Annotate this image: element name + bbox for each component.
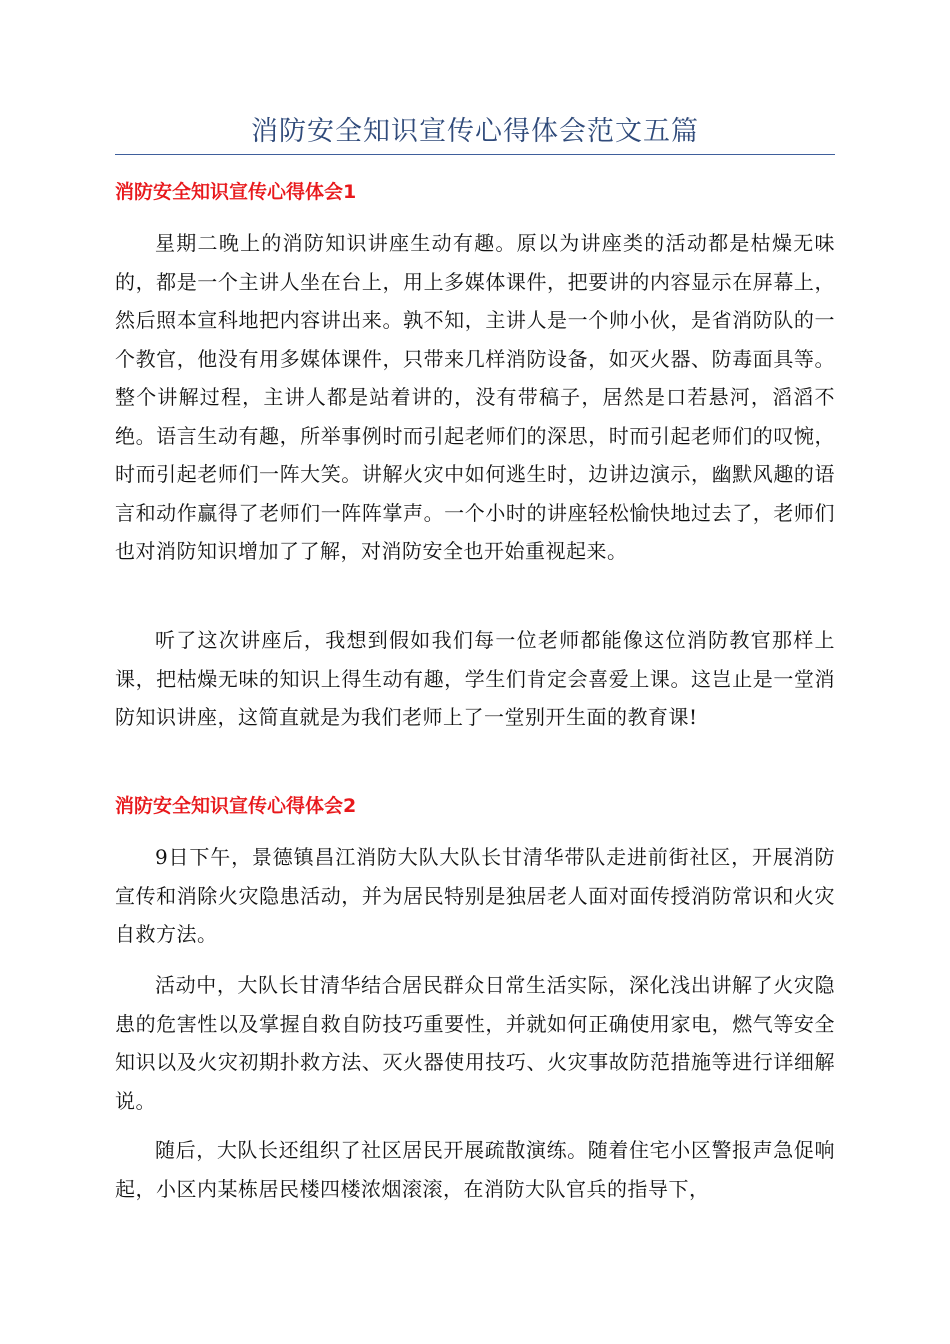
section-2-paragraph-3: 随后，大队长还组织了社区居民开展疏散演练。随着住宅小区警报声急促响起，小区内某栋居民楼四楼浓烟滚滚，在消防大队官兵的指导下， [115, 1138, 835, 1201]
section-2-paragraph-1: 9日下午，景德镇昌江消防大队大队长甘清华带队走进前街社区，开展消防宣传和消除火灾隐患活动，并为居民特别是独居老人面对面传授消防常识和火灾自救方法。 [115, 845, 835, 946]
section-2-paragraph-2: 活动中，大队长甘清华结合居民群众日常生活实际，深化浅出讲解了火灾隐患的危害性以及掌握自救自防技巧重要性，并就如何正确使用家电，燃气等安全知识以及火灾初期扑救方法、灭火器使用技巧、火灾事故防范措施等进行详细解说。 [115, 973, 835, 1113]
document-title: 消防安全知识宣传心得体会范文五篇 [251, 116, 699, 147]
section-heading-1: 消防安全知识宣传心得体会1 [115, 181, 357, 203]
title-underline [115, 154, 835, 155]
section-1-paragraph-1: 星期二晚上的消防知识讲座生动有趣。原以为讲座类的活动都是枯燥无味的，都是一个主讲人坐在台上，用上多媒体课件，把要讲的内容显示在屏幕上，然后照本宣科地把内容讲出来。孰不知，主讲人是一个帅小伙，是省消防队的一个教官，他没有用多媒体课件，只带来几样消防设备，如灭火器、防毒面具等。整个讲解过程，主讲人都是站着讲的，没有带稿子，居然是口若悬河，滔滔不绝。语言生动有趣，所举事例时而引起老师们的深思，时而引起老师们的叹惋，时而引起老师们一阵大笑。讲解火灾中如何逃生时，边讲边演示，幽默风趣的语言和动作赢得了老师们一阵阵掌声。一个小时的讲座轻松愉快地过去了，老师们也对消防知识增加了了解，对消防安全也开始重视起来。 [115, 231, 835, 563]
section-1-paragraph-2: 听了这次讲座后，我想到假如我们每一位老师都能像这位消防教官那样上课，把枯燥无味的知识上得生动有趣，学生们肯定会喜爱上课。这岂止是一堂消防知识讲座，这简直就是为我们老师上了一堂别开生面的教育课! [115, 628, 835, 729]
section-heading-2: 消防安全知识宣传心得体会2 [115, 795, 357, 817]
